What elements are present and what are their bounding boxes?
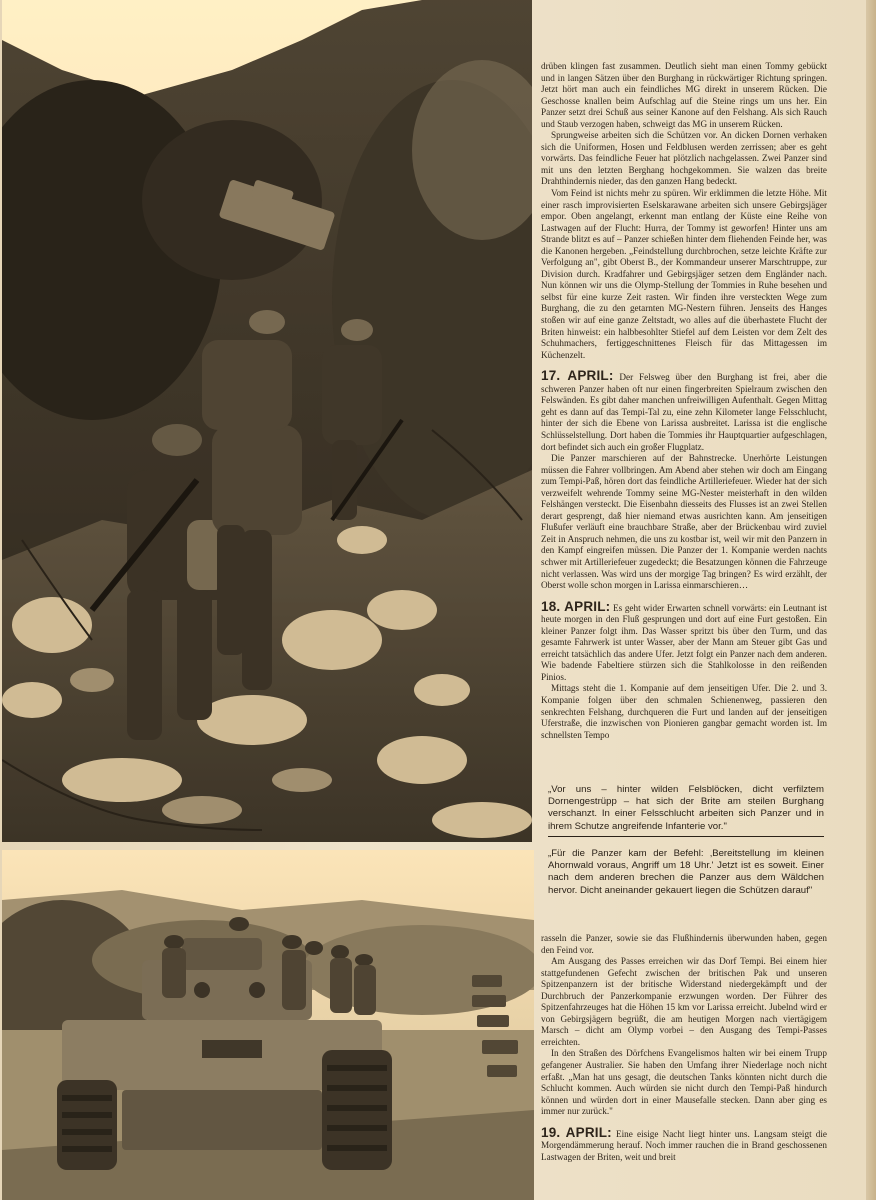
article-paragraph-dated	[541, 598, 827, 684]
date-heading-18-april: 18. APRIL:	[541, 598, 611, 614]
article-paragraph: Die Panzer marschieren auf der Bahnstrecke. Unerhörte Leistungen müssen die Fahrer vollbringen. Am Abend aber stehen wir doch am Eingang zum Tempi-Paß, hören dort das feindliche Artilleriefeuer. Wieder hat der sich verzweifelt wehrende Tommy seine MG-Nester meisterhaft in den wilden Felshängen versteckt. Die Eisenbahn diesseits des Flusses ist an zwei Stellen derart gesprengt, daß hier niemand etwas ausrichten kann. Am jenseitigen Flußufer verläuft eine brauchbare Straße, aber der Brückenbau wird zuviel Zeit in Anspruch nehmen, die uns zu kostbar ist, weil wir mit den Panzern in den Kampf eingreifen müssen. Die Panzer der 1. Kompanie werden nachts schwer mit Artilleriefeuer zugedeckt; die Besatzungen können die Fahrzeuge nicht verlassen. Was wird uns der morgige Tag bringen? Es wird erzählt, der Oberst wolle schon morgen in Larissa einmarschieren…	[541, 453, 827, 591]
article-column-lower	[541, 933, 827, 1163]
photo-caption-top: „Vor uns – hinter wilden Felsblöcken, dicht verfilztem Dornengestrüpp – hat sich der Brite am steilen Burghang verschanzt. In einer Felsschlucht arbeiten sich Panzer und in ihrem Schutze angreifende Infanterie vor."	[548, 784, 824, 837]
page-edge	[866, 0, 876, 1200]
photo-caption-bottom: „Für die Panzer kam der Befehl: ‚Bereitstellung im kleinen Ahornwald voraus, Angriff um 18 Uhr.' Jetzt ist es soweit. Einer nach dem anderen brechen die Panzer aus dem Wäldchen hervor. Dicht aneinander gekauert liegen die Schützen darauf"	[548, 848, 824, 896]
article-paragraph-dated	[541, 370, 827, 453]
article-paragraph-text: Es geht wider Erwarten schnell vorwärts: ein Leutnant ist heute morgen in den Fluß gesprungen und dort auf eine Furt gestoßen. Ein kleiner Panzer folgt ihm. Das Wasser spritzt bis über den Turm, und das gesamte Fahrwerk ist unter Wasser, aber der Mann am Steuer gibt Gas und erreicht tatsächlich das andere Ufer. Jetzt folgt ein Panzer nach dem anderen. Wie badende Fabeltiere stürzen sich die Stahlkolosse in den reißenden Pinios.	[541, 602, 827, 682]
article-paragraph: In den Straßen des Dörfchens Evangelismos halten wir bei einem Trupp gefangener Australier. Sie haben den Umfang ihrer Niederlage noch nicht erfaßt. „Man hat uns gesagt, die deutschen Tanks könnten nicht durch die Schlucht kommen. Auch würden sie nicht durch den Tempi-Paß hindurch können und würden dort in einer Mausefalle stecken. Dann aber ging es immer nur zurück."	[541, 1048, 827, 1117]
article-paragraph: Mittags steht die 1. Kompanie auf dem jenseitigen Ufer. Die 2. und 3. Kompanie folgen über den schmalen Schienenweg, passieren den senkrechten Felshang, durchqueren die Furt und landen auf der jenseitigen Uferstraße, die inzwischen von Pionieren gangbar gemacht worden ist. Im schnellsten Tempo	[541, 683, 827, 740]
article-paragraph: Vom Feind ist nichts mehr zu spüren. Wir erklimmen die letzte Höhe. Mit einer rasch improvisierten Eselskarawane arbeiten sich unsere Gebirgsjäger empor. Oben angelangt, erkennt man entlang der Küste eine Reihe von Lastwagen auf der Flucht: Hurra, der Tommy ist geworfen! Hinter uns am Strande blitzt es auf – Panzer schießen hinter dem fliehenden Feinde her, was die Kanonen hergeben. „Feindstellung durchbrochen, setze leichte Kräfte zur Verfolgung an", gibt Oberst B., der Kommandeur unserer Marschtruppe, zur Division durch. Kradfahrer und Gebirgsjäger setzen dem Engländer nach. Nun können wir uns die Olymp-Stellung der Tommies in Ruhe besehen und selbst für eine kurze Zeit rasten. Wir finden ihre versteckten Wege zum Burghang, die zu den getarnten MG-Nestern führen. Jenseits des Hanges stoßen wir auf eine ganze Zeltstadt, wo alles auf die überhastete Flucht der Briten hinweist: ein halbbesohlter Stiefel auf dem Leisten vor dem Zelt des Schuhmachers, fertiggeschnittenes Fleisch für das Mittagessen im Küchenzelt.	[541, 188, 827, 360]
article-paragraph-text: Eine eisige Nacht liegt hinter uns. Langsam steigt die Morgendämmerung herauf. Noch immer rauchen die in Brand geschossenen Lastwagen der Briten, weit und breit	[541, 1128, 827, 1162]
tank-photo	[2, 850, 534, 1200]
article-paragraph: rasseln die Panzer, sowie sie das Flußhindernis überwunden haben, gegen den Feind vor.	[541, 933, 827, 955]
infantry-photo	[2, 0, 532, 842]
article-column-upper	[541, 61, 827, 741]
article-paragraph: Am Ausgang des Passes erreichen wir das Dorf Tempi. Bei einem hier stattgefundenen Gefecht zwischen der britischen Pak und unseren Spitzenpanzern ist der britische Widerstand niedergekämpft und der Durchbruch der Panzerkompanie erzwungen worden. Der Führer des Spitzenfahrzeuges hat die Höhen 15 km vor Larissa erreicht. Jubelnd wird er von Gebirgsjägern begrüßt, die am heutigen Morgen nach viertägigem Marsch – dicht am Olymp vorbei – den Ausgang des Tempi-Passes erreichten.	[541, 956, 827, 1047]
article-paragraph-dated	[541, 1124, 827, 1164]
article-paragraph: drüben klingen fast zusammen. Deutlich sieht man einen Tommy gebückt und in langen Sätzen über den Burghang in rückwärtiger Richtung springen. Jetzt hört man auch ein feindliches MG direkt in unserem Rücken. Die Geschosse knallen beim Aufschlag auf die Steine rings um uns her. Ein Panzer setzt drei Schuß aus seiner Kanone auf den Felshang. Als sich Rauch und Staub verzogen haben, schweigt das MG in unserem Rücken.	[541, 61, 827, 129]
article-paragraph-text: Der Felsweg über den Burghang ist frei, aber die schweren Panzer haben oft nur einen fingerbreiten Spielraum zwischen den Felswänden. Es gibt daher manchen unfreiwilligen Aufenthalt. Gegen Mittag geht es dann auf das Tempi-Tal zu, eine zehn Kilometer lange Felsschlucht, hinter der sich die Ebene von Larissa ausbreitet. Larissa ist die englische Schlüsselstellung. Dort haben die Tommies ihr Hauptquartier aufgeschlagen, dort befindet sich auch ein großer Flugplatz.	[541, 372, 828, 452]
date-heading-17-april: 17. APRIL:	[541, 368, 614, 384]
date-heading-19-april: 19. APRIL:	[541, 1124, 612, 1140]
article-paragraph: Sprungweise arbeiten sich die Schützen vor. An dicken Dornen verhaken sich die Uniformen, Hosen und Feldblusen werden zerrissen; aber es geht vorwärts. Das feindliche Feuer hat plötzlich nachgelassen. Zwei Panzer sind mit uns den letzten Berghang hochgekommen. Sie walzen das breite Drahthindernis nieder, das den ganzen Hang bedeckt.	[541, 130, 827, 187]
